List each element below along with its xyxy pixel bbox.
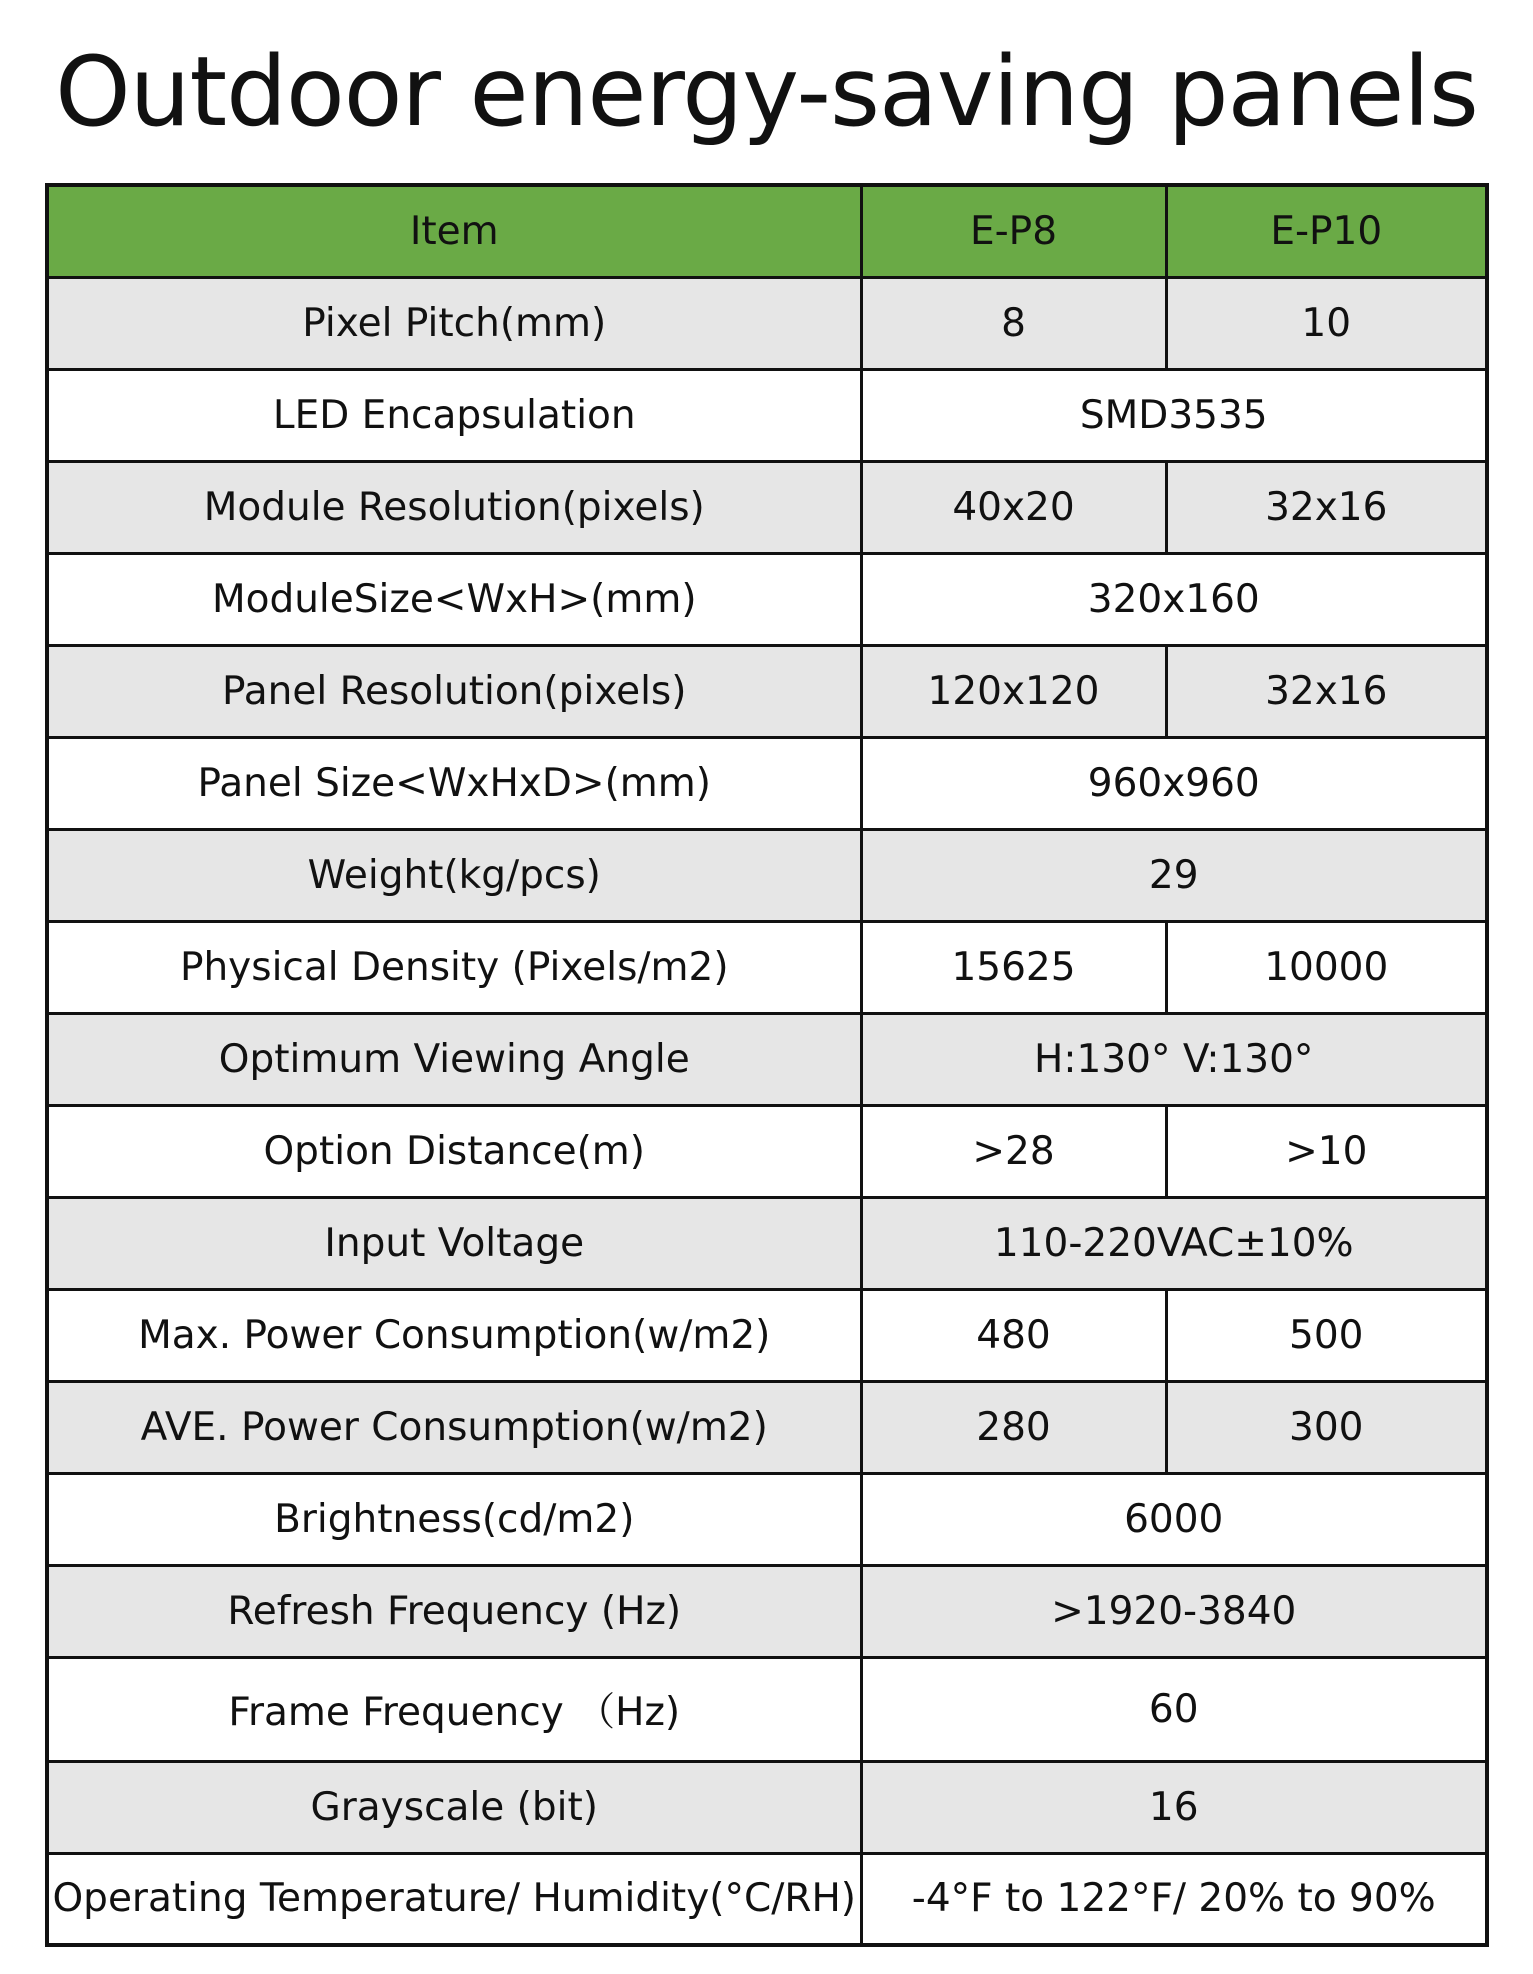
row-label: Operating Temperature/ Humidity(°C/RH) [47,1853,861,1945]
cell-shared: 16 [861,1761,1487,1853]
row-label: AVE. Power Consumption(w/m2) [47,1381,861,1473]
table-row [47,1761,1487,1853]
row-label: Max. Power Consumption(w/m2) [47,1289,861,1381]
row-label: Option Distance(m) [47,1105,861,1197]
row-label: ModuleSize<WxH>(mm) [47,553,861,645]
cell-e-p8: 120x120 [861,645,1166,737]
row-label: Physical Density (Pixels/m2) [47,921,861,1013]
table-row [47,1013,1487,1105]
cell-shared: -4°F to 122°F/ 20% to 90% [861,1853,1487,1945]
header-model-e-p8: E-P8 [861,185,1166,277]
row-label: Refresh Frequency (Hz) [47,1565,861,1657]
table-row [47,553,1487,645]
table-row [47,1381,1487,1473]
table-row [47,1289,1487,1381]
cell-e-p8: >28 [861,1105,1166,1197]
spec-table [45,183,1489,1947]
header-model-e-p10: E-P10 [1166,185,1487,277]
cell-shared: 320x160 [861,553,1487,645]
cell-e-p10: 10 [1166,277,1487,369]
table-row [47,1565,1487,1657]
cell-shared: 960x960 [861,737,1487,829]
row-label: Optimum Viewing Angle [47,1013,861,1105]
table-row [47,1105,1487,1197]
cell-shared: SMD3535 [861,369,1487,461]
cell-e-p8: 15625 [861,921,1166,1013]
table-row [47,1853,1487,1945]
cell-shared: >1920-3840 [861,1565,1487,1657]
header-item: Item [47,185,861,277]
row-label: Module Resolution(pixels) [47,461,861,553]
cell-shared: 60 [861,1657,1487,1761]
row-label: Weight(kg/pcs) [47,829,861,921]
cell-e-p8: 280 [861,1381,1166,1473]
row-label: Frame Frequency （Hz) [47,1657,861,1761]
table-row [47,277,1487,369]
cell-e-p10: 32x16 [1166,645,1487,737]
table-row [47,645,1487,737]
table-row [47,921,1487,1013]
table-row [47,461,1487,553]
cell-shared: 29 [861,829,1487,921]
row-label: Panel Resolution(pixels) [47,645,861,737]
cell-shared: H:130° V:130° [861,1013,1487,1105]
cell-e-p8: 8 [861,277,1166,369]
cell-shared: 110-220VAC±10% [861,1197,1487,1289]
row-label: Input Voltage [47,1197,861,1289]
table-header-row [47,185,1487,277]
cell-e-p10: 32x16 [1166,461,1487,553]
table-row [47,369,1487,461]
table-row [47,1657,1487,1761]
cell-e-p10: >10 [1166,1105,1487,1197]
table-row [47,1473,1487,1565]
cell-e-p8: 480 [861,1289,1166,1381]
row-label: Panel Size<WxHxD>(mm) [47,737,861,829]
table-row [47,829,1487,921]
row-label: LED Encapsulation [47,369,861,461]
row-label: Pixel Pitch(mm) [47,277,861,369]
cell-e-p10: 500 [1166,1289,1487,1381]
cell-shared: 6000 [861,1473,1487,1565]
cell-e-p10: 300 [1166,1381,1487,1473]
page-title: Outdoor energy-saving panels [55,36,1478,148]
row-label: Grayscale (bit) [47,1761,861,1853]
cell-e-p10: 10000 [1166,921,1487,1013]
table-row [47,737,1487,829]
row-label: Brightness(cd/m2) [47,1473,861,1565]
table-row [47,1197,1487,1289]
cell-e-p8: 40x20 [861,461,1166,553]
